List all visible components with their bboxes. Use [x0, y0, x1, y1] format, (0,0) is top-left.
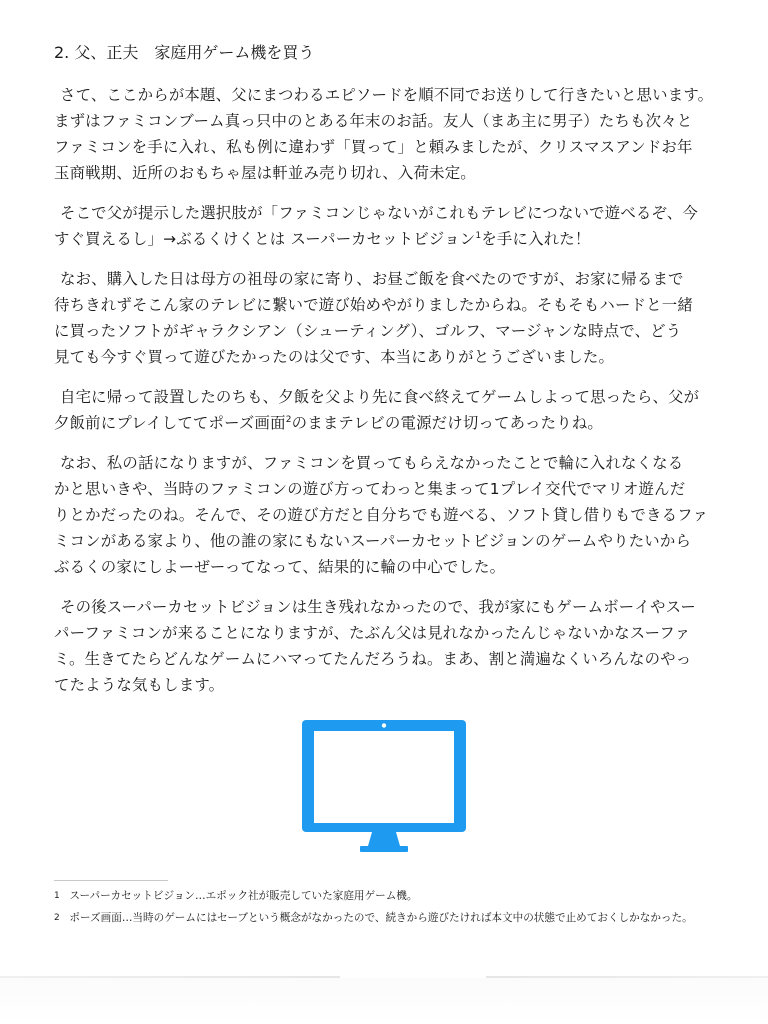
footnote-1	[54, 888, 734, 904]
paragraph-line: ファミコンを手に入れ、私も例に違わず「買って」と頼みましたが、クリスマスアンドお年	[54, 138, 693, 156]
paragraph-line: その後スーパーカセットビジョンは生き残れなかったので、我が家にもゲームボーイやスー	[60, 598, 696, 616]
paragraph-line	[54, 410, 714, 436]
monitor-stand	[368, 832, 400, 846]
section-heading: 2. 父、正夫 家庭用ゲーム機を買う	[54, 43, 315, 62]
paragraph-line: パーファミコンが来ることになりますが、たぶん父は見れなかったんじゃないかなスーファ	[54, 624, 691, 642]
paragraph-line: 見ても今すぐ買って遊びたかったのは父です、本当にありがとうございました。	[54, 348, 615, 366]
footnote-ref-1[interactable]: 1	[475, 230, 482, 241]
footnote-divider	[54, 880, 168, 881]
paragraph-line: に買ったソフトがギャラクシアン（シューティング）、ゴルフ、マージャンな時点で、どう	[54, 322, 682, 340]
footnote-number: 1	[54, 891, 60, 901]
monitor-base	[360, 846, 408, 852]
footnote-text: スーパーカセットビジョン…エポック社が販売していた家庭用ゲーム機。	[69, 890, 418, 902]
paragraph-text: を手に入れた！	[481, 230, 591, 248]
page-bottom-shade	[0, 978, 768, 1024]
paragraph-line: ぶるくの家にしよーぜーってなって、結果的に輪の中心でした。	[54, 558, 506, 576]
document-body	[54, 40, 714, 712]
paragraph-line: そこで父が提示した選択肢が「ファミコンじゃないがこれもテレビにつないで遊べるぞ、今	[60, 204, 698, 222]
paragraph-line: かと思いきや、当時のファミコンの遊び方ってわっと集まって1プレイ交代でマリオ遊んだ	[54, 480, 686, 498]
paragraph-5	[54, 450, 714, 580]
paragraph-line	[54, 226, 714, 252]
footnote-2	[54, 910, 734, 926]
paragraph-line: ミ。生きてたらどんなゲームにハマってたんだろうね。まあ、割と満遍なくいろんなのやっ	[54, 650, 692, 668]
paragraph-2	[54, 200, 714, 252]
monitor-camera	[382, 723, 386, 727]
paragraph-text: のままテレビの電源だけ切ってあったりね。	[291, 414, 604, 432]
footnote-ref-2[interactable]: 2	[285, 414, 292, 425]
paragraph-line: 待ちきれずそこん家のテレビに繋いで遊び始めやがりましたからね。そもそもハードと一緒	[54, 296, 693, 314]
paragraph-line: てたような気もします。	[54, 676, 225, 694]
paragraph-6	[54, 594, 714, 698]
paragraph-line: なお、私の話になりますが、ファミコンを買ってもらえなかったことで輪に入れなくなる	[60, 454, 684, 472]
paragraph-line: 自宅に帰って設置したのちも、夕飯を父より先に食べ終えてゲームしよって思ったら、父が	[60, 388, 700, 406]
paragraph-1	[54, 82, 714, 186]
paragraph-text: すぐ買えるし」→ぶるくけくとは スーパーカセットビジョン	[54, 230, 476, 248]
paragraph-line: りとかだったのね。そんで、その遊び方だと自分ちでも遊べる、ソフト貸し借りもできるファ	[54, 506, 709, 524]
footnote-text: ポーズ画面…当時のゲームにはセーブという概念がなかったので、続きから遊びたければ本文中の状態で止めておくしかなかった。	[69, 912, 693, 924]
footnotes	[54, 888, 734, 932]
paragraph-line: さて、ここからが本題、父にまつわるエピソードを順不同でお送りして行きたいと思います。	[60, 86, 714, 104]
monitor-screen	[314, 731, 454, 823]
footnote-number: 2	[54, 913, 60, 923]
paragraph-3	[54, 266, 714, 370]
paragraph-text: 夕飯前にプレイしててポーズ画面	[54, 414, 286, 432]
desktop-monitor-icon	[302, 718, 466, 854]
paragraph-line: なお、購入した日は母方の祖母の家に寄り、お昼ご飯を食べたのですが、お家に帰るまで	[60, 270, 684, 288]
paragraph-line: 玉商戦期、近所のおもちゃ屋は軒並み売り切れ、入荷未定。	[54, 164, 476, 182]
paragraph-line: まずはファミコンブーム真っ只中のとある年末のお話。友人（まあ主に男子）たちも次々と	[54, 112, 693, 130]
paragraph-line: ミコンがある家より、他の誰の家にもないスーパーカセットビジョンのゲームやりたいから	[54, 532, 692, 550]
paragraph-4	[54, 384, 714, 436]
